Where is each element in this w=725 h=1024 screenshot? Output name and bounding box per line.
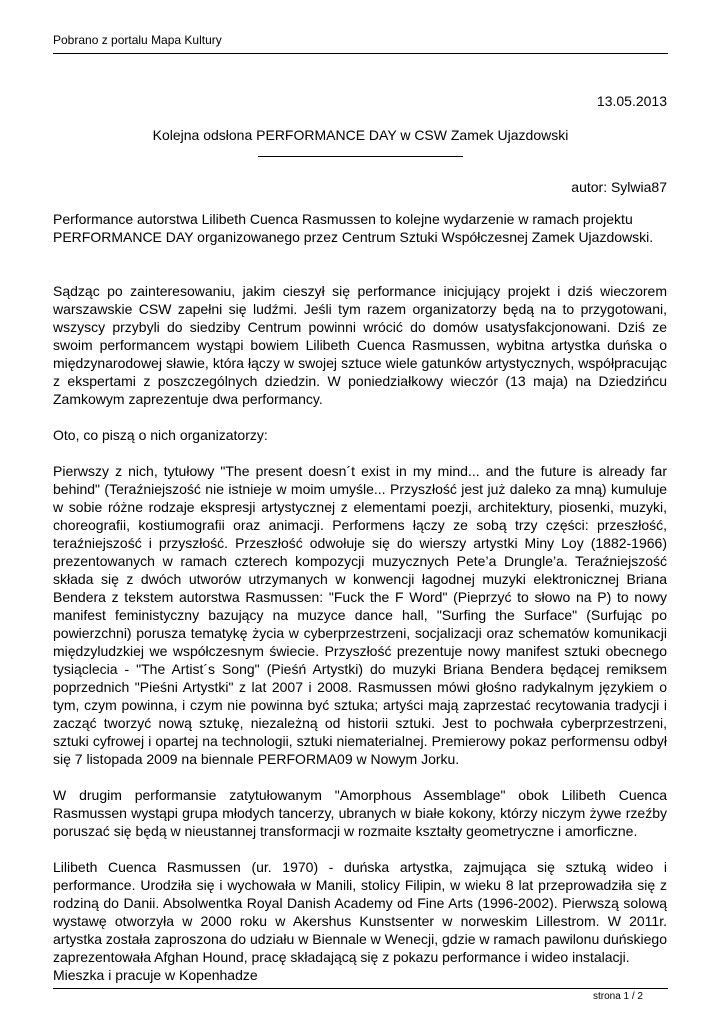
article-paragraph: Pierwszy z nich, tytułowy "The present doesn´t exist in my mind... and the future is already far behind" (Teraźniejszość nie istnieje w moim umyśle... Przyszłość jest już daleko za mną) kumuluje w sobie różne rodzaje ekspresji artystycznej z elementami poezji, architektury, piosenki, muzyki, choreografii, kostiumografii oraz animacji. Performens łączy ze sobą trzy części: przeszłość, teraźniejszość i przyszłość. Przeszłość odwołuje się do wierszy artystki Miny Loy (1882-1966) prezentowanych w ramach czterech kompozycji muzycznych Pete’a Drungle’a. Teraźniejszość składa się z dwóch utworów utrzymanych w konwencji łagodnej muzyki elektronicznej Briana Bendera z tekstem autorstwa Rasmussen: "Fuck the F Word" (Pieprzyć to słowo na P) to nowy manifest feministyczny bazujący na muzyce dance hall, "Surfing the Surface" (Surfując po powierzchni) porusza tematykę życia w cyberprzestrzeni, socjalizacji oraz schematów komunikacji międzyludzkiej we współczesnym świecie. Przyszłość prezentuje nowy manifest sztuki obecnego tysiąclecia - "The Artist´s Song" (Pieśń Artystki) do muzyki Briana Bendera będącej remiksem poprzednich "Pieśni Artystki" z lat 2007 i 2008. Rasmussen mówi głośno radykalnym językiem o tym, czym powinna, i czym nie powinna być sztuka; artyści mają zaprzestać recytowania tradycji i zacząć tworzyć nową sztukę, niezależną od historii sztuki. Jest to pochwała cyberprzestrzeni, sztuki cyfrowej i opartej na technologii, sztuki niematerialnej. Premierowy pokaz performensu odbył się 7 listopada 2009 na biennale PERFORMA09 w Nowym Jorku. bbox=[53, 463, 667, 767]
article-paragraph: W drugim performansie zatytułowanym "Amorphous Assemblage" obok Lilibeth Cuenca Rasmussen wystąpi grupa młodych tancerzy, ubranych w białe kokony, którzy niczym żywe rzeźby poruszać się będą w nieustannej transformacji w rozmaite kształty geometryczne i amorficzne. bbox=[53, 787, 667, 839]
footer-divider bbox=[53, 988, 668, 989]
page-header-source: Pobrano z portalu Mapa Kultury bbox=[53, 33, 222, 47]
header-divider bbox=[53, 53, 668, 54]
article-body bbox=[53, 210, 667, 984]
title-divider bbox=[258, 156, 463, 157]
page-number: strona 1 / 2 bbox=[592, 991, 643, 1002]
article-paragraph: Lilibeth Cuenca Rasmussen (ur. 1970) - duńska artystka, zajmująca się sztuką wideo i performance. Urodziła się i wychowała w Manili, stolicy Filipin, w wieku 8 lat przeprowadziła się z rodziną do Danii. Absolwentka Royal Danish Academy od Fine Arts (1996-2002). Pierwszą solową wystawę otworzyła w 2000 roku w Akershus Kunstsenter w norweskim Lillestrom. W 2011r. artystka została zaproszona do udziału w Biennale w Wenecji, gdzie w ramach pawilonu duńskiego zaprezentowała Afghan Hound, pracę składającą się z pokazu performance i wideo instalacji. bbox=[53, 859, 667, 965]
article-title: Kolejna odsłona PERFORMANCE DAY w CSW Zamek Ujazdowski bbox=[152, 127, 569, 143]
article-paragraph: Mieszka i pracuje w Kopenhadze bbox=[53, 967, 258, 983]
article-paragraph: Performance autorstwa Lilibeth Cuenca Rasmussen to kolejne wydarzenie w ramach projektu PERFORMANCE DAY organizowanego przez Centrum Sztuki Współczesnej Zamek Ujazdowski. bbox=[53, 211, 654, 245]
article-paragraph: Sądząc po zainteresowaniu, jakim cieszył się performance inicjujący projekt i dziś wieczorem warszawskie CSW zapełni się ludźmi. Jeśli tym razem organizatorzy będą na to przygotowani, wszyscy przybyli do siedziby Centrum powinni wrócić do domów usatysfakcjonowani. Dziś ze swoim performancem wystąpi bowiem Lilibeth Cuenca Rasmussen, wybitna artystka duńska o międzynarodowej sławie, która łączy w swojej sztuce wiele gatunków artystycznych, współpracując z ekspertami z poszczególnych dziedzin. W poniedziałkowy wieczór (13 maja) na Dziedzińcu Zamkowym zaprezentuje dwa performancy. bbox=[53, 283, 667, 407]
article-paragraph: Oto, co piszą o nich organizatorzy: bbox=[53, 427, 268, 443]
article-author: autor: Sylwia87 bbox=[571, 179, 667, 195]
article-date: 13.05.2013 bbox=[596, 93, 667, 109]
